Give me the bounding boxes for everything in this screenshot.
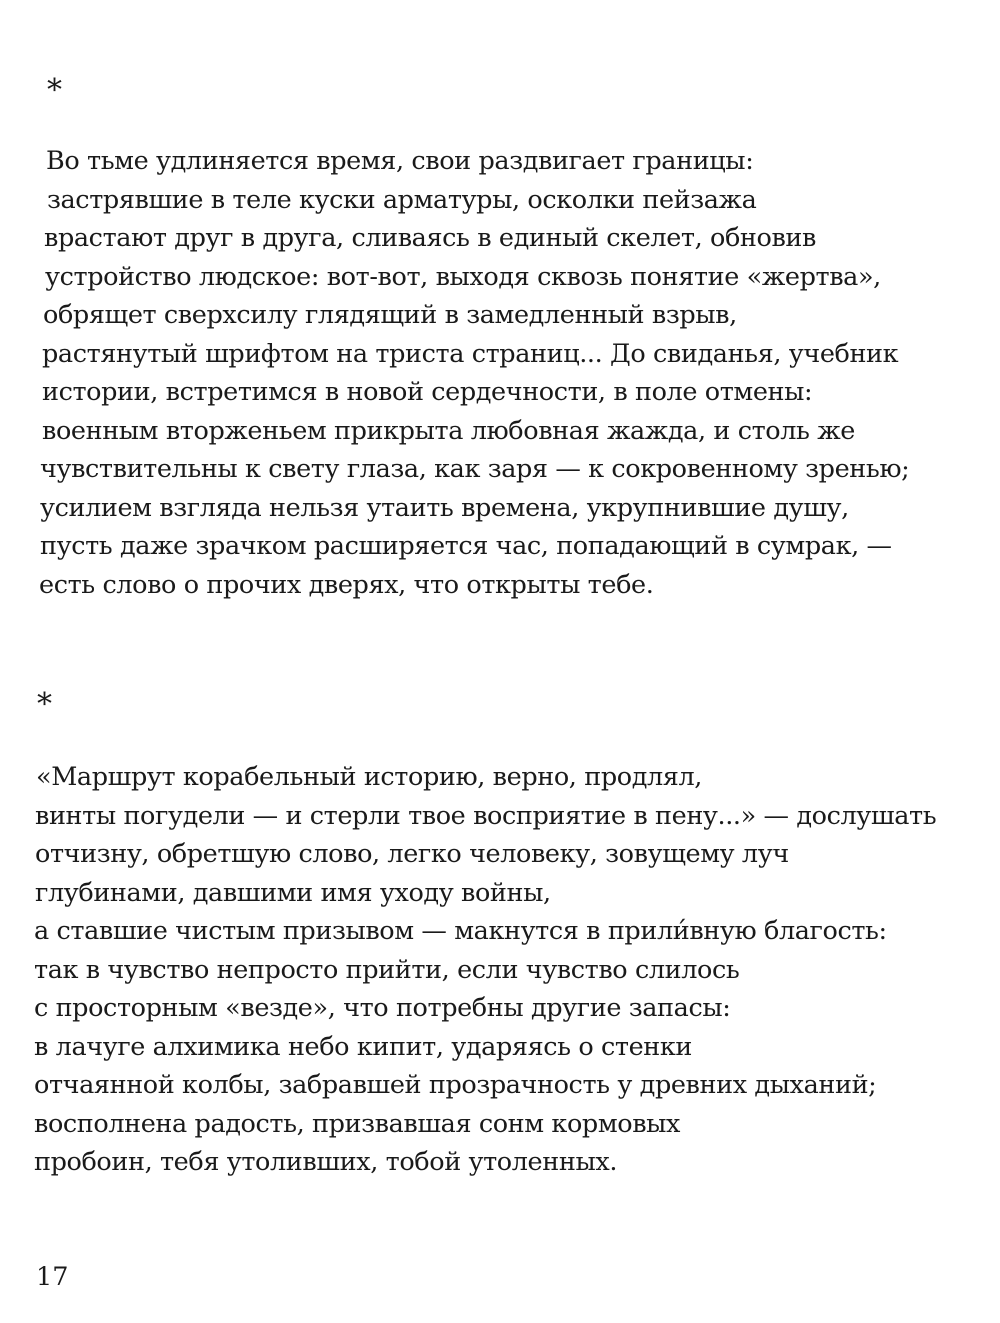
poem-1-line: пусть даже зрачком расширяется час, попадающий в сумрак, — <box>40 531 892 561</box>
poem-2-line: «Маршрут корабельный историю, верно, продлял, <box>36 762 702 792</box>
poem-2-line: а ставшие чистым призывом — макнутся в прили́вную благость: <box>34 916 887 946</box>
section-separator-1: * <box>47 73 62 108</box>
poem-1-line: истории, встретимся в новой сердечности, в поле отмены: <box>42 377 813 407</box>
poem-1-line: обрящет сверхсилу глядящий в замедленный взрыв, <box>43 300 737 330</box>
poem-1 <box>39 142 910 604</box>
poem-1-line: растянутый шрифтом на триста страниц... До свиданья, учебник <box>42 338 899 369</box>
poem-2-line: винты погудели — и стерли твое восприятие в пену...» — дослушать <box>35 800 937 831</box>
section-separator-2: * <box>37 687 52 722</box>
poem-2-line: восполнена радость, призвавшая сонм кормовых <box>34 1108 681 1139</box>
poem-1-line: есть слово о прочих дверях, что открыты тебе. <box>39 569 654 600</box>
poem-2-line: глубинами, давшими имя уходу войны, <box>35 877 551 908</box>
poem-2-line: отчаянной колбы, забравшей прозрачность у древних дыханий; <box>34 1070 877 1100</box>
page-number: 17 <box>36 1262 69 1292</box>
poem-2-line: так в чувство непросто прийти, если чувство слилось <box>34 954 740 985</box>
poem-1-line: врастают друг в друга, сливаясь в единый скелет, обновив <box>44 223 816 253</box>
poem-1-line: усилием взгляда нельзя утаить времена, укрупнившие душу, <box>40 492 849 523</box>
poem-2-line: отчизну, обретшую слово, легко человеку, зовущему луч <box>35 839 789 869</box>
poem-2-line: в лачуге алхимика небо кипит, ударяясь о стенки <box>34 1031 693 1062</box>
poem-1-line: чувствительны к свету глаза, как заря — к сокровенному зренью; <box>40 454 910 484</box>
poem-1-line: устройство людское: вот-вот, выходя сквозь понятие «жертва», <box>45 261 881 292</box>
poem-2-line: пробоин, тебя утоливших, тобой утоленных. <box>34 1147 618 1177</box>
poem-2-line: с просторным «везде», что потребны другие запасы: <box>34 993 731 1023</box>
poem-1-line: Во тьме удлиняется время, свои раздвигает границы: <box>46 146 754 176</box>
poem-1-line: военным вторженьем прикрыта любовная жажда, и столь же <box>42 415 855 446</box>
poem-1-line: застрявшие в теле куски арматуры, осколки пейзажа <box>47 184 757 215</box>
poem-2 <box>36 758 936 1182</box>
